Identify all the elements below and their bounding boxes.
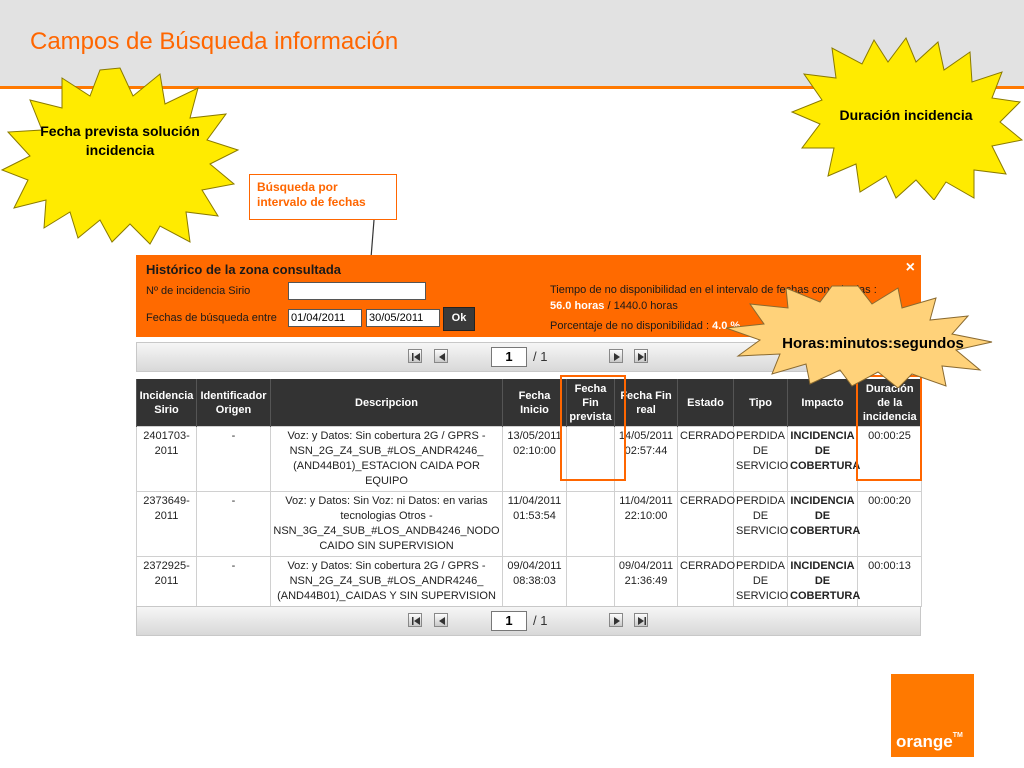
page-total: / 1 [533, 349, 548, 364]
results-table [136, 379, 922, 607]
cell-fecha-fin-real: 11/04/2011 22:10:00 [615, 492, 678, 557]
pager-bottom [136, 606, 921, 636]
page-total: / 1 [533, 613, 548, 628]
cell-tipo: PERDIDA DE SERVICIO [734, 557, 788, 607]
incidencia-input[interactable] [288, 282, 426, 300]
callout-horas: Horas:minutos:segundos [782, 335, 964, 352]
first-page-icon[interactable] [408, 613, 422, 627]
logo-text: orange [896, 732, 953, 751]
fecha-desde-input[interactable]: 01/04/2011 [288, 309, 362, 327]
ok-button[interactable]: Ok [443, 307, 475, 331]
callout-fecha-prevista: Fecha prevista solución incidencia [40, 123, 200, 158]
callout-busqueda: Búsqueda por intervalo de fechas [249, 174, 397, 220]
cell-identificador: - [197, 557, 271, 607]
cell-identificador: - [197, 492, 271, 557]
cell-estado: CERRADO [678, 557, 734, 607]
cell-fecha-fin-real: 09/04/2011 21:36:49 [615, 557, 678, 607]
col-incidencia[interactable]: Incidencia Sirio [137, 379, 197, 427]
prev-page-icon[interactable] [434, 349, 448, 363]
cell-identificador: - [197, 427, 271, 492]
col-tipo[interactable]: Tipo [734, 379, 788, 427]
cell-fecha-inicio: 11/04/2011 01:53:54 [503, 492, 567, 557]
tiempo-horas: 56.0 horas [550, 300, 605, 312]
cell-impacto: INCIDENCIA DE COBERTURA [788, 427, 858, 492]
panel-title: Histórico de la zona consultada [146, 262, 342, 277]
last-page-icon[interactable] [634, 613, 648, 627]
fechas-label: Fechas de búsqueda entre [146, 312, 277, 324]
col-fecha-fin-real[interactable]: Fecha Fin real [615, 379, 678, 427]
col-impacto[interactable]: Impacto [788, 379, 858, 427]
cell-tipo: PERDIDA DE SERVICIO [734, 427, 788, 492]
cell-duracion: 00:00:13 [858, 557, 922, 607]
col-identificador[interactable]: Identificador Origen [197, 379, 271, 427]
cell-estado: CERRADO [678, 492, 734, 557]
porcentaje-line [550, 320, 740, 332]
cell-descripcion: Voz: y Datos: Sin Voz: ni Datos: en varias tecnologias Otros - NSN_3G_Z4_SUB_#LOS_ANDB4246_NODO CAIDO SIN SUPERVISION [271, 492, 503, 557]
page-input[interactable]: 1 [491, 347, 527, 367]
cell-tipo: PERDIDA DE SERVICIO [734, 492, 788, 557]
cell-duracion: 00:00:25 [858, 427, 922, 492]
col-duracion[interactable]: Duración de la incidencia [858, 379, 922, 427]
last-page-icon[interactable] [634, 349, 648, 363]
cell-estado: CERRADO [678, 427, 734, 492]
logo-tm: TM [952, 732, 963, 739]
porcentaje-label: Porcentaje de no disponibilidad : [550, 320, 710, 332]
cell-fecha-inicio: 09/04/2011 08:38:03 [503, 557, 567, 607]
cell-duracion: 00:00:20 [858, 492, 922, 557]
porcentaje-value: 4.0 % [712, 320, 741, 332]
cell-incidencia: 2401703-2011 [137, 427, 197, 492]
cell-fecha-fin-prevista [567, 557, 615, 607]
cell-impacto: INCIDENCIA DE COBERTURA [788, 557, 858, 607]
logo-wordmark [896, 732, 963, 752]
incidencia-label: Nº de incidencia Sirio [146, 285, 251, 297]
tiempo-total: / 1440.0 horas [607, 300, 678, 312]
page-input[interactable]: 1 [491, 611, 527, 631]
col-fecha-fin-prevista[interactable]: Fecha Fin prevista [567, 379, 615, 427]
col-estado[interactable]: Estado [678, 379, 734, 427]
col-fecha-inicio[interactable]: Fecha Inicio [503, 379, 567, 427]
callout-duracion: Duración incidencia [839, 107, 973, 123]
cell-fecha-fin-prevista [567, 492, 615, 557]
table-row[interactable] [137, 557, 922, 607]
table-row[interactable] [137, 427, 922, 492]
col-descripcion[interactable]: Descripcion [271, 379, 503, 427]
tiempo-label: Tiempo de no disponibilidad en el intervalo de fechas consultadas : [550, 284, 877, 296]
slide-title: Campos de Búsqueda información [30, 28, 399, 55]
cell-fecha-inicio: 13/05/2011 02:10:00 [503, 427, 567, 492]
highlight-duracion [856, 375, 922, 481]
next-page-icon[interactable] [609, 349, 623, 363]
next-page-icon[interactable] [609, 613, 623, 627]
cell-impacto: INCIDENCIA DE COBERTURA [788, 492, 858, 557]
orange-logo [891, 674, 974, 757]
close-icon[interactable]: × [905, 259, 915, 276]
fecha-hasta-input[interactable]: 30/05/2011 [366, 309, 440, 327]
first-page-icon[interactable] [408, 349, 422, 363]
tiempo-line [550, 300, 678, 312]
cell-incidencia: 2373649-2011 [137, 492, 197, 557]
highlight-fecha-fin-prevista [560, 375, 626, 481]
cell-descripcion: Voz: y Datos: Sin cobertura 2G / GPRS - NSN_2G_Z4_SUB_#LOS_ANDR4246_ (AND44B01)_ESTACION CAIDA POR EQUIPO [271, 427, 503, 492]
cell-fecha-fin-real: 14/05/2011 02:57:44 [615, 427, 678, 492]
prev-page-icon[interactable] [434, 613, 448, 627]
cell-descripcion: Voz: y Datos: Sin cobertura 2G / GPRS - NSN_2G_Z4_SUB_#LOS_ANDR4246_ (AND44B01)_CAIDAS Y SIN SUPERVISION [271, 557, 503, 607]
table-row[interactable] [137, 492, 922, 557]
cell-incidencia: 2372925-2011 [137, 557, 197, 607]
